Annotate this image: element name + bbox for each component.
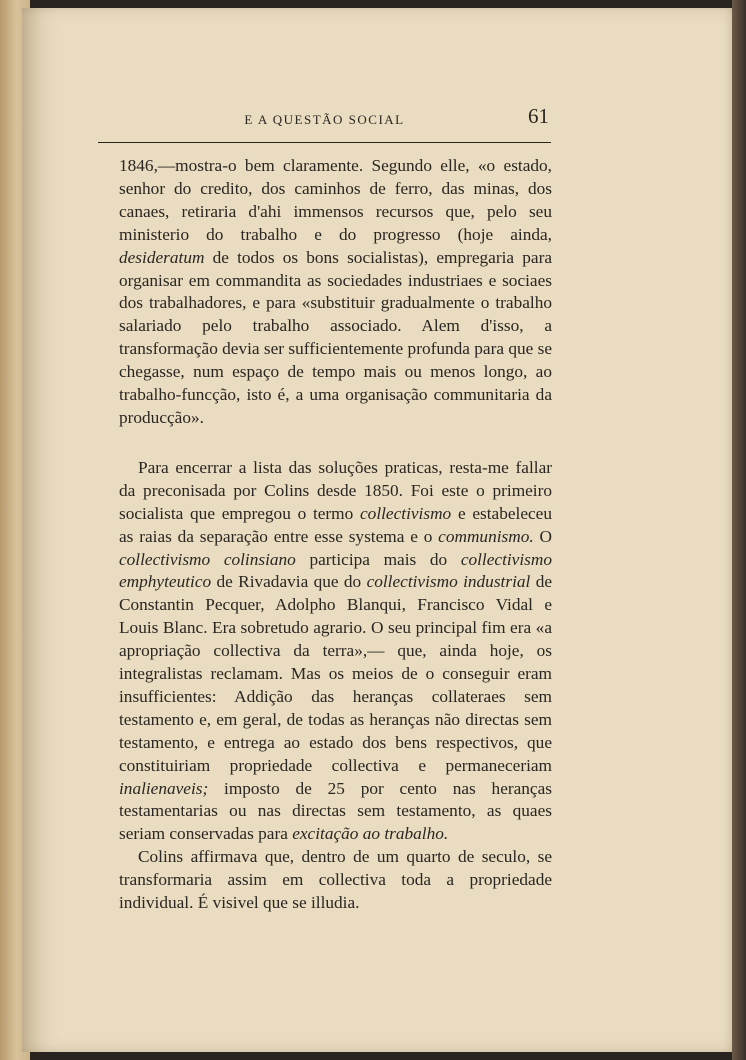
paragraph: [119, 846, 552, 915]
text-run: Para encerrar a lista das soluções praticas, resta-me fallar da preconisada por Colins desde 1850. Foi este o primeiro socialista que empregou o termo: [119, 457, 552, 523]
book-fore-edge: [732, 0, 746, 1060]
text-run: participa mais do: [295, 549, 461, 569]
paragraph: [119, 457, 552, 846]
text-run: de todos os bons socialistas), empregaria para organisar em commandita as sociedades industriaes e sociaes dos trabalhadores, e para «substituir gradualmente o trabalho salariado pelo trabalho associado. Alem d'isso, a transformação devia ser sufficientemente profunda para que se chegasse, num espaço de tempo mais ou menos longo, ao trabalho-funcção, isto é, a uma organisação communitaria da producção».: [119, 247, 552, 427]
italic-text: communismo.: [438, 526, 534, 546]
italic-text: collectivismo colinsiano: [119, 549, 296, 569]
text-run: 1846,—mostra-o bem claramente. Segundo elle, «o estado, senhor do credito, dos caminhos de ferro, das minas, dos canaes, retiraria d'ahi immensos recursos que, pelo seu ministerio do trabalho e do progresso (hoje ainda,: [119, 156, 552, 244]
text-run: e estabeleceu as raias da separação entre esse systema e o: [119, 503, 552, 546]
page-header: [98, 104, 551, 143]
running-head: E A QUESTÃO SOCIAL: [244, 112, 405, 127]
italic-text: excitação ao trabalho.: [292, 824, 449, 844]
text-run: de Constantin Pecquer, Adolpho Blanqui, Francisco Vidal e Louis Blanc. Era sobretudo agrario. O seu principal fim era «a apropriação collectiva da terra»,— que, ainda hoje, os integralistas reclamam. Mas os meios de o conseguir eram insufficientes: Addição das heranças collateraes sem testamento e, em geral, de todas as heranças não directas sem testamento, e entrega ao estado dos bens respectivos, que constituiriam propriedade collectiva e permaneceriam: [119, 572, 552, 775]
text-run: O: [533, 526, 552, 546]
italic-text: collectivismo industrial: [366, 572, 531, 592]
italic-text: collectivismo emphyteutico: [119, 549, 552, 592]
text-run: Colins affirmava que, dentro de um quarto de seculo, se transformaria assim em collectiva toda a propriedade individual. É visivel que se illudia.: [119, 847, 552, 913]
body-text: [119, 155, 552, 915]
page-number: 61: [528, 104, 549, 128]
paragraph: [119, 155, 552, 430]
text-run: imposto de 25 por cento nas heranças testamentarias ou nas directas sem testamento, as quaes seriam conservadas para: [119, 778, 552, 844]
italic-text: desideratum: [119, 247, 205, 267]
italic-text: collectivismo: [360, 503, 452, 523]
italic-text: inalienaveis;: [119, 778, 209, 798]
text-run: de Rivadavia que do: [211, 572, 367, 592]
